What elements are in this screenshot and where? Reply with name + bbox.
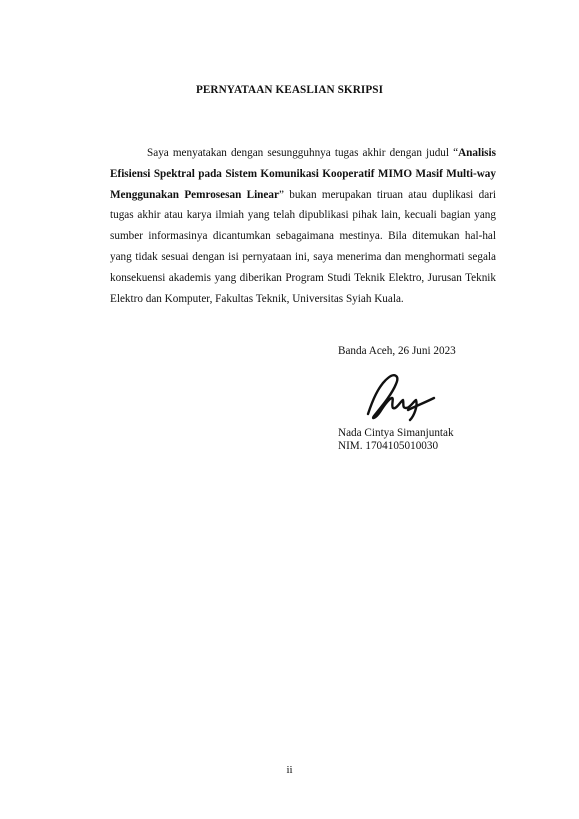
page-title: PERNYATAAN KEASLIAN SKRIPSI <box>195 84 384 96</box>
page-number: ii <box>286 764 293 776</box>
signer-block <box>338 427 454 453</box>
handwritten-signature <box>358 366 438 422</box>
statement-intro: Saya menyatakan dengan sesungguhnya tugas akhir dengan judul “ <box>147 147 459 159</box>
signer-nim: NIM. 1704105010030 <box>338 440 439 452</box>
statement-paragraph <box>110 143 496 309</box>
statement-rest: ” bukan merupakan tiruan atau duplikasi dari tugas akhir atau karya ilmiah yang telah dipublikasi pihak lain, kecuali bagian yang sumber informasinya dicantumkan sebagaimana mestinya. Bila ditemukan hal-hal yang tidak sesuai dengan isi pernyataan ini, saya menerima dan menghormati segala konsekuensi akademis yang diberikan Program Studi Teknik Elektro, Jurusan Teknik Elektro dan Komputer, Fakultas Teknik, Universitas Syiah Kuala. <box>110 188 496 305</box>
signer-name: Nada Cintya Simanjuntak <box>338 427 454 439</box>
thesis-title: Analisis Efisiensi Spektral pada Sistem Komunikasi Kooperatif MIMO Masif Multi-way Menggunakan Pemrosesan Linear <box>110 147 496 201</box>
place-date: Banda Aceh, 26 Juni 2023 <box>338 345 456 357</box>
